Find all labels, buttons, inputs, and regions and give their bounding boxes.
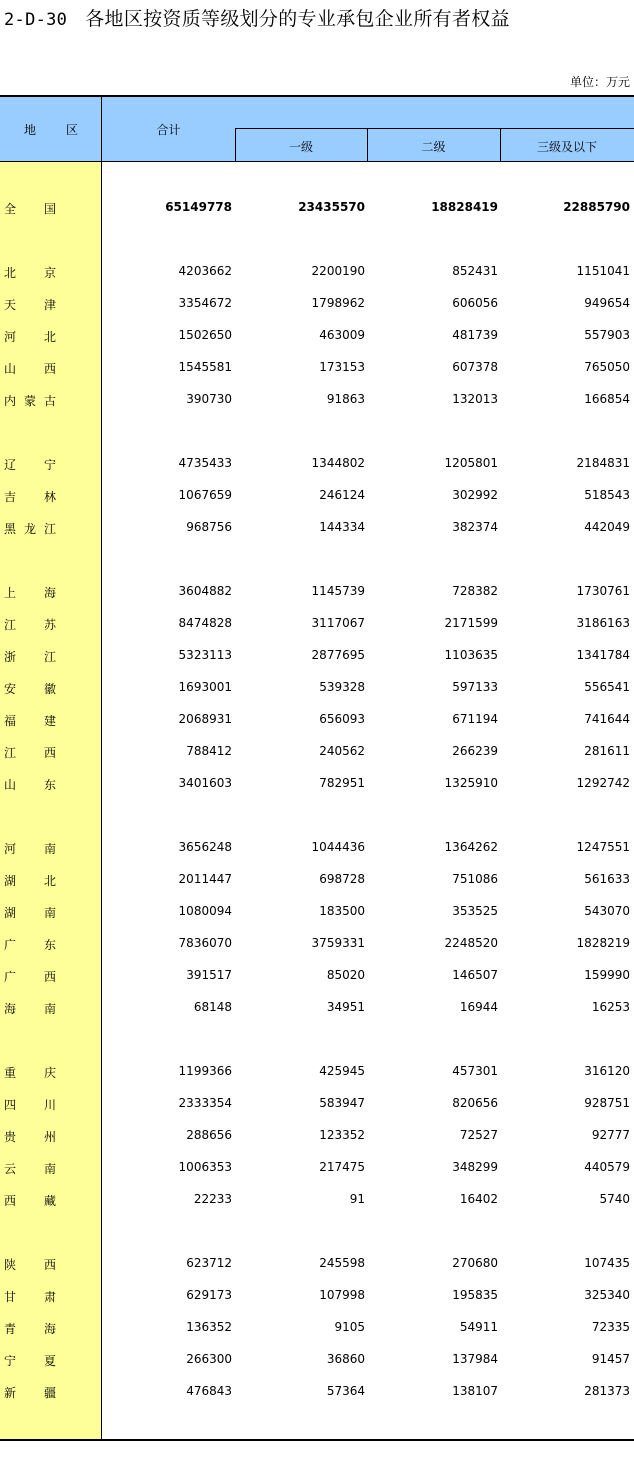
value-level3: 518543 [584, 488, 630, 502]
region-name [4, 200, 56, 217]
value-level1: 425945 [319, 1064, 365, 1078]
value-level3: 1828219 [576, 936, 630, 950]
region-char: 湖 [4, 906, 17, 920]
region-name [4, 776, 56, 793]
region-char: 北 [4, 266, 17, 280]
region-char: 江 [43, 650, 56, 664]
value-total: 68148 [193, 1000, 232, 1014]
table-row [0, 392, 634, 414]
region-char: 藏 [43, 1194, 56, 1208]
table-title-text: 各地区按资质等级划分的专业承包企业所有者权益 [85, 8, 510, 30]
region-char: 甘 [4, 1290, 17, 1304]
value-level1: 217475 [319, 1160, 365, 1174]
region-char: 浙 [4, 650, 17, 664]
region-name [4, 1352, 56, 1369]
value-level1: 698728 [319, 872, 365, 886]
table-bottom-border [0, 1439, 634, 1441]
value-level1: 23435570 [298, 200, 365, 214]
value-total: 2333354 [178, 1096, 232, 1110]
value-level1: 91 [349, 1192, 365, 1206]
region-char: 新 [4, 1386, 17, 1400]
value-total: 968756 [186, 520, 232, 534]
header-region-char-2: 区 [65, 123, 78, 137]
value-level1: 1344802 [311, 456, 365, 470]
value-level2: 2248520 [444, 936, 498, 950]
value-total: 65149778 [165, 200, 232, 214]
region-char: 江 [43, 522, 56, 536]
value-total: 5323113 [178, 648, 232, 662]
region-char: 林 [43, 490, 56, 504]
value-level3: 316120 [584, 1064, 630, 1078]
region-char: 徽 [43, 682, 56, 696]
value-total: 136352 [186, 1320, 232, 1334]
table-row [0, 744, 634, 766]
table-top-border [0, 95, 634, 97]
table-row [0, 488, 634, 510]
value-level1: 1798962 [311, 296, 365, 310]
region-name [4, 904, 56, 921]
table-title [4, 4, 510, 31]
region-char: 蒙 [23, 394, 36, 408]
region-name [4, 360, 56, 377]
value-total: 1199366 [178, 1064, 232, 1078]
value-level2: 132013 [452, 392, 498, 406]
value-total: 476843 [186, 1384, 232, 1398]
header-region-char-1: 地 [24, 123, 37, 137]
region-char: 南 [43, 1162, 56, 1176]
region-name [4, 1256, 56, 1273]
value-level3: 325340 [584, 1288, 630, 1302]
region-char: 四 [4, 1098, 17, 1112]
region-char: 天 [4, 298, 17, 312]
table-row [0, 1096, 634, 1118]
value-level1: 36860 [326, 1352, 365, 1366]
region-char: 吉 [4, 490, 17, 504]
value-level2: 195835 [452, 1288, 498, 1302]
region-char: 宁 [4, 1354, 17, 1368]
value-level1: 240562 [319, 744, 365, 758]
region-name [4, 616, 56, 633]
value-total: 22233 [193, 1192, 232, 1206]
value-level3: 16253 [591, 1000, 630, 1014]
value-total: 266300 [186, 1352, 232, 1366]
value-level3: 2184831 [576, 456, 630, 470]
value-total: 1545581 [178, 360, 232, 374]
value-level1: 463009 [319, 328, 365, 342]
value-total: 3354672 [178, 296, 232, 310]
region-char: 国 [43, 202, 56, 216]
region-name [4, 1096, 56, 1113]
value-total: 7836070 [178, 936, 232, 950]
region-char: 建 [43, 714, 56, 728]
region-char: 云 [4, 1162, 17, 1176]
region-char: 山 [4, 778, 17, 792]
region-name [4, 872, 56, 889]
region-name [4, 1320, 56, 1337]
region-char: 川 [43, 1098, 56, 1112]
table-row [0, 456, 634, 478]
value-level3: 72335 [591, 1320, 630, 1334]
value-level2: 138107 [452, 1384, 498, 1398]
region-name [4, 488, 56, 505]
value-total: 629173 [186, 1288, 232, 1302]
region-char: 安 [4, 682, 17, 696]
region-name [4, 520, 56, 537]
region-name [4, 1160, 56, 1177]
value-level2: 481739 [452, 328, 498, 342]
region-char: 贵 [4, 1130, 17, 1144]
value-level2: 820656 [452, 1096, 498, 1110]
table-row [0, 1288, 634, 1310]
region-name [4, 648, 56, 665]
value-level3: 543070 [584, 904, 630, 918]
region-name [4, 392, 56, 409]
value-level1: 245598 [319, 1256, 365, 1270]
value-level2: 72527 [459, 1128, 498, 1142]
value-total: 4203662 [178, 264, 232, 278]
value-level2: 146507 [452, 968, 498, 982]
value-level2: 597133 [452, 680, 498, 694]
value-total: 1006353 [178, 1160, 232, 1174]
value-total: 391517 [186, 968, 232, 982]
region-char: 苏 [43, 618, 56, 632]
value-level2: 2171599 [444, 616, 498, 630]
value-total: 623712 [186, 1256, 232, 1270]
value-level3: 1292742 [576, 776, 630, 790]
region-char: 肃 [43, 1290, 56, 1304]
value-level2: 1103635 [444, 648, 498, 662]
region-char: 京 [43, 266, 56, 280]
subheader-top-border [235, 128, 634, 129]
table-row [0, 200, 634, 222]
region-name [4, 1128, 56, 1145]
region-char: 广 [4, 970, 17, 984]
table-row [0, 1128, 634, 1150]
region-char: 南 [43, 1002, 56, 1016]
region-name [4, 712, 56, 729]
value-level1: 107998 [319, 1288, 365, 1302]
table-row [0, 712, 634, 734]
table-row [0, 904, 634, 926]
region-char: 西 [43, 362, 56, 376]
value-level1: 3759331 [311, 936, 365, 950]
value-level1: 583947 [319, 1096, 365, 1110]
region-char: 广 [4, 938, 17, 952]
value-level1: 57364 [326, 1384, 365, 1398]
table-row [0, 520, 634, 542]
region-char: 西 [43, 1258, 56, 1272]
value-level1: 123352 [319, 1128, 365, 1142]
region-char: 陕 [4, 1258, 17, 1272]
value-level3: 741644 [584, 712, 630, 726]
value-level1: 3117067 [311, 616, 365, 630]
value-level2: 751086 [452, 872, 498, 886]
region-char: 西 [43, 970, 56, 984]
value-total: 390730 [186, 392, 232, 406]
value-level3: 1151041 [576, 264, 630, 278]
value-level1: 2200190 [311, 264, 365, 278]
value-level3: 765050 [584, 360, 630, 374]
value-level2: 1364262 [444, 840, 498, 854]
value-level1: 246124 [319, 488, 365, 502]
table-row [0, 1256, 634, 1278]
value-total: 288656 [186, 1128, 232, 1142]
value-level2: 607378 [452, 360, 498, 374]
value-level2: 16402 [459, 1192, 498, 1206]
value-total: 2011447 [178, 872, 232, 886]
value-level2: 353525 [452, 904, 498, 918]
value-level2: 457301 [452, 1064, 498, 1078]
table-row [0, 936, 634, 958]
region-char: 辽 [4, 458, 17, 472]
value-level2: 728382 [452, 584, 498, 598]
region-name [4, 1000, 56, 1017]
value-level3: 281373 [584, 1384, 630, 1398]
value-level1: 183500 [319, 904, 365, 918]
region-name [4, 936, 56, 953]
value-level3: 1341784 [576, 648, 630, 662]
region-char: 津 [43, 298, 56, 312]
region-char: 疆 [43, 1386, 56, 1400]
value-level2: 16944 [459, 1000, 498, 1014]
region-char: 湖 [4, 874, 17, 888]
value-level3: 557903 [584, 328, 630, 342]
value-level2: 1205801 [444, 456, 498, 470]
value-total: 788412 [186, 744, 232, 758]
table-row [0, 776, 634, 798]
table-row [0, 648, 634, 670]
value-level3: 281611 [584, 744, 630, 758]
region-char: 龙 [23, 522, 36, 536]
table-row [0, 968, 634, 990]
value-level3: 949654 [584, 296, 630, 310]
region-char: 南 [43, 906, 56, 920]
value-level2: 671194 [452, 712, 498, 726]
value-level3: 1730761 [576, 584, 630, 598]
region-name [4, 840, 56, 857]
value-total: 4735433 [178, 456, 232, 470]
value-level2: 348299 [452, 1160, 498, 1174]
table-row [0, 1320, 634, 1342]
region-char: 重 [4, 1066, 17, 1080]
value-level1: 173153 [319, 360, 365, 374]
header-region [24, 121, 78, 138]
value-level1: 91863 [326, 392, 365, 406]
region-char: 东 [43, 938, 56, 952]
region-name [4, 328, 56, 345]
region-name [4, 456, 56, 473]
value-level2: 270680 [452, 1256, 498, 1270]
value-level3: 91457 [591, 1352, 630, 1366]
value-level2: 606056 [452, 296, 498, 310]
table-code: 2-D-30 [4, 10, 68, 30]
region-name [4, 584, 56, 601]
value-level3: 556541 [584, 680, 630, 694]
region-char: 全 [4, 202, 17, 216]
table-row [0, 1160, 634, 1182]
region-char: 山 [4, 362, 17, 376]
table-row [0, 1352, 634, 1374]
value-level1: 85020 [326, 968, 365, 982]
region-name [4, 264, 56, 281]
value-level1: 782951 [319, 776, 365, 790]
value-level1: 1145739 [311, 584, 365, 598]
unit-label: 单位：万元 [569, 75, 630, 89]
value-level1: 9105 [334, 1320, 365, 1334]
region-char: 南 [43, 842, 56, 856]
value-total: 3604882 [178, 584, 232, 598]
region-char: 古 [43, 394, 56, 408]
region-name [4, 1384, 56, 1401]
region-char: 江 [4, 618, 17, 632]
value-level2: 18828419 [431, 200, 498, 214]
value-level3: 22885790 [563, 200, 630, 214]
region-char: 西 [4, 1194, 17, 1208]
region-name [4, 744, 56, 761]
region-char: 上 [4, 586, 17, 600]
header-level3: 三级及以下 [536, 140, 597, 154]
value-level3: 159990 [584, 968, 630, 982]
region-name [4, 968, 56, 985]
value-total: 1080094 [178, 904, 232, 918]
value-total: 8474828 [178, 616, 232, 630]
value-level1: 34951 [326, 1000, 365, 1014]
value-level1: 1044436 [311, 840, 365, 854]
value-level3: 442049 [584, 520, 630, 534]
value-level1: 539328 [319, 680, 365, 694]
value-total: 3401603 [178, 776, 232, 790]
region-char: 河 [4, 842, 17, 856]
region-char: 海 [4, 1002, 17, 1016]
table-row [0, 360, 634, 382]
table-row [0, 296, 634, 318]
table-row [0, 584, 634, 606]
region-char: 北 [43, 330, 56, 344]
value-level3: 3186163 [576, 616, 630, 630]
region-column-bg [0, 161, 102, 1439]
header-bottom-border [0, 161, 634, 162]
value-level3: 166854 [584, 392, 630, 406]
header-level2: 二级 [421, 140, 446, 154]
value-level2: 1325910 [444, 776, 498, 790]
value-total: 1067659 [178, 488, 232, 502]
region-char: 青 [4, 1322, 17, 1336]
table-row [0, 1000, 634, 1022]
region-char: 福 [4, 714, 17, 728]
region-name [4, 1064, 56, 1081]
region-char: 海 [43, 1322, 56, 1336]
table-row [0, 680, 634, 702]
region-char: 黑 [4, 522, 17, 536]
region-char: 庆 [43, 1066, 56, 1080]
region-char: 海 [43, 586, 56, 600]
value-level2: 302992 [452, 488, 498, 502]
value-level3: 561633 [584, 872, 630, 886]
value-level2: 266239 [452, 744, 498, 758]
region-name [4, 1288, 56, 1305]
value-level2: 54911 [459, 1320, 498, 1334]
region-char: 州 [43, 1130, 56, 1144]
region-name [4, 680, 56, 697]
value-level1: 2877695 [311, 648, 365, 662]
region-char: 夏 [43, 1354, 56, 1368]
value-level3: 928751 [584, 1096, 630, 1110]
region-char: 江 [4, 746, 17, 760]
region-name [4, 1192, 56, 1209]
table-row [0, 840, 634, 862]
value-total: 1693001 [178, 680, 232, 694]
value-total: 3656248 [178, 840, 232, 854]
region-name [4, 296, 56, 313]
region-char: 西 [43, 746, 56, 760]
value-level3: 1247551 [576, 840, 630, 854]
value-level3: 92777 [591, 1128, 630, 1142]
value-level3: 107435 [584, 1256, 630, 1270]
value-level3: 5740 [599, 1192, 630, 1206]
region-char: 宁 [43, 458, 56, 472]
table-row [0, 1192, 634, 1214]
region-char: 河 [4, 330, 17, 344]
value-level2: 852431 [452, 264, 498, 278]
header-level1: 一级 [288, 140, 313, 154]
region-char: 东 [43, 778, 56, 792]
header-total: 合计 [156, 123, 181, 137]
table-row [0, 1384, 634, 1406]
table-row [0, 1064, 634, 1086]
value-level2: 137984 [452, 1352, 498, 1366]
value-total: 2068931 [178, 712, 232, 726]
table-row [0, 328, 634, 350]
value-total: 1502650 [178, 328, 232, 342]
value-level2: 382374 [452, 520, 498, 534]
region-char: 北 [43, 874, 56, 888]
region-char: 内 [4, 394, 17, 408]
value-level1: 144334 [319, 520, 365, 534]
table-row [0, 616, 634, 638]
value-level1: 656093 [319, 712, 365, 726]
table-row [0, 264, 634, 286]
table-row [0, 872, 634, 894]
value-level3: 440579 [584, 1160, 630, 1174]
